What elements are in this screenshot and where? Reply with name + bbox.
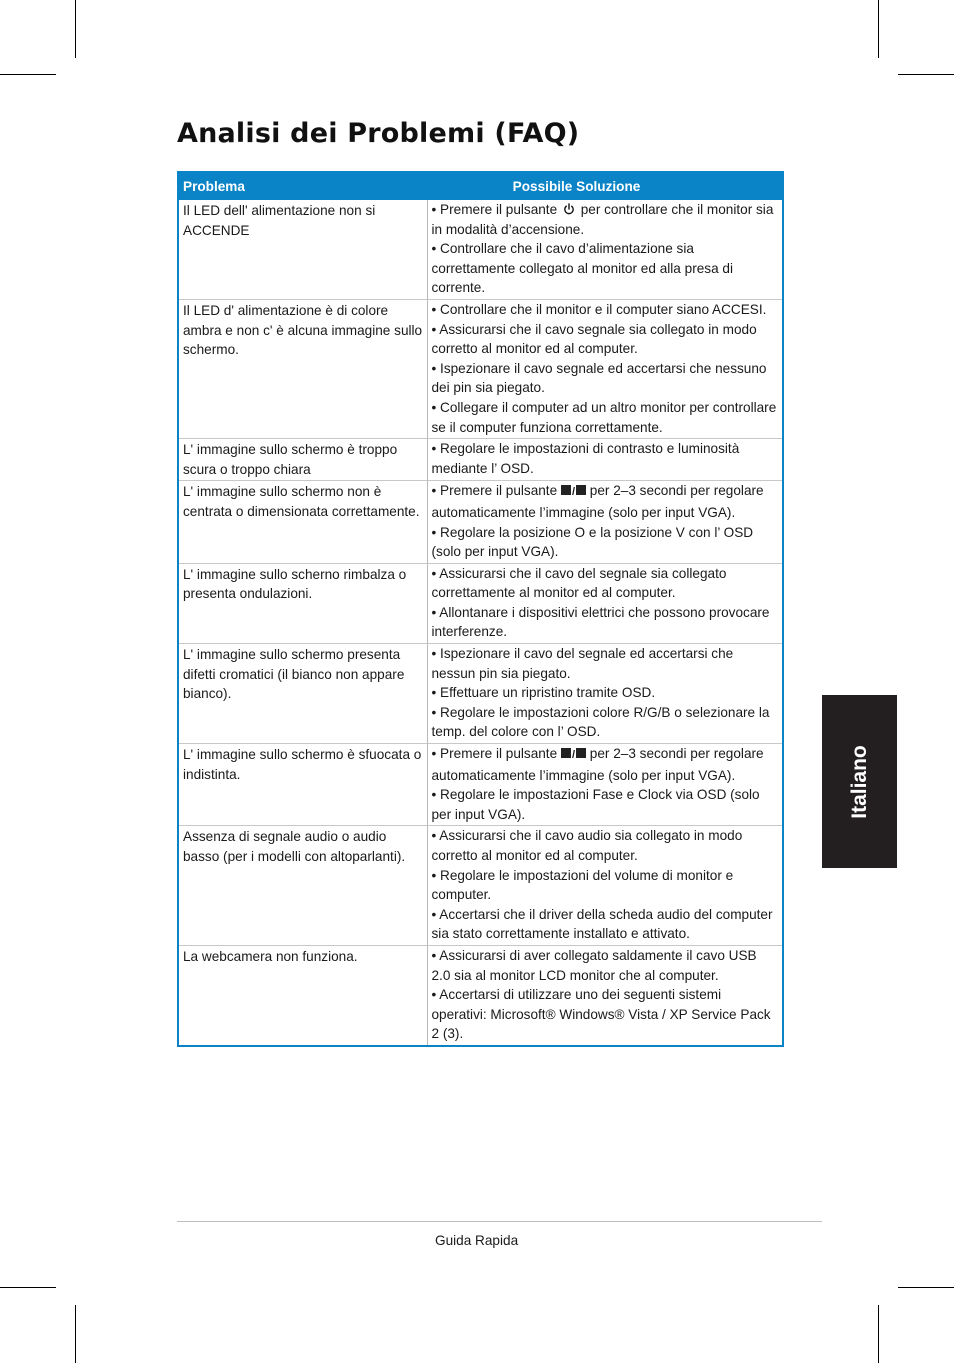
crop-mark — [878, 0, 879, 58]
solution-cell — [427, 563, 783, 643]
solution-item: • Accertarsi di utilizzare uno dei seguenti sistemi operativi: Microsoft® Windows® Vista / XP Service Pack 2 (3). — [431, 987, 771, 1042]
crop-mark — [75, 0, 76, 58]
problem-cell: L' immagine sullo scherno rimbalza o presenta ondulazioni. — [178, 563, 427, 643]
solution-cell — [427, 481, 783, 563]
solution-cell — [427, 200, 783, 299]
crop-mark — [898, 1287, 954, 1288]
auto-adjust-buttons-icon — [561, 483, 586, 498]
solution-cell — [427, 644, 783, 744]
crop-mark — [75, 1305, 76, 1363]
problem-cell: La webcamera non funziona. — [178, 945, 427, 1045]
crop-mark — [0, 1287, 56, 1288]
crop-mark — [898, 74, 954, 75]
table-row — [178, 299, 783, 438]
solution-item: • Regolare le impostazioni colore R/G/B o selezionare la temp. del colore con l’ OSD. — [431, 704, 770, 740]
solution-item — [432, 481, 780, 522]
slash-glyph: / — [571, 749, 575, 762]
table-row — [178, 439, 783, 481]
solution-cell — [427, 439, 783, 481]
crop-mark — [878, 1305, 879, 1363]
problem-cell: Assenza di segnale audio o audio basso (per i modelli con altoparlanti). — [178, 826, 427, 946]
power-icon — [563, 201, 575, 213]
solution-item: • Collegare il computer ad un altro monitor per controllare se il computer funziona correttamente. — [431, 399, 777, 435]
table-row — [178, 200, 783, 299]
table-row — [178, 481, 783, 563]
crop-mark — [0, 74, 56, 75]
problem-cell: Il LED d' alimentazione è di colore ambra e non c' è alcuna immagine sullo schermo. — [178, 299, 427, 438]
table-header-row — [178, 172, 783, 200]
solution-item: • Allontanare i dispositivi elettrici che possono provocare interferenze. — [431, 604, 770, 640]
slash-glyph: / — [571, 486, 575, 499]
solution-item: • Assicurarsi che il cavo audio sia collegato in modo corretto al monitor ed al computer. — [431, 828, 743, 863]
problem-cell: L' immagine sullo schermo presenta difetti cromatici (il bianco non appare bianco). — [178, 644, 427, 744]
solution-item: • Effettuare un ripristino tramite OSD. — [431, 685, 656, 701]
solution-item: • Regolare le impostazioni del volume di monitor e computer. — [431, 867, 734, 903]
solution-text: • Premere il pulsante — [431, 746, 561, 762]
solution-text: • Premere il pulsante — [431, 202, 561, 217]
solution-text: per 2–3 secondi per regolare automaticamente l’immagine (solo per input VGA). — [431, 483, 764, 520]
button-a-icon — [576, 748, 586, 758]
solution-item: • Regolare le impostazioni Fase e Clock via OSD (solo per input VGA). — [431, 787, 760, 822]
solution-cell — [427, 744, 783, 826]
problem-cell: L' immagine sullo schermo è troppo scura o troppo chiara — [178, 439, 427, 481]
table-row — [178, 826, 783, 946]
solution-cell — [427, 945, 783, 1045]
table-row — [178, 563, 783, 643]
solution-item: • Ispezionare il cavo segnale ed accertarsi che nessuno dei pin sia piegato. — [431, 360, 767, 396]
solution-text: • Premere il pulsante — [431, 483, 561, 499]
language-tab — [822, 695, 897, 868]
language-tab-label: Italiano — [847, 744, 871, 819]
solution-item: • Ispezionare il cavo del segnale ed accertarsi che nessun pin sia piegato. — [431, 646, 734, 681]
button-s-icon — [561, 748, 571, 758]
faq-table-body — [178, 200, 783, 1046]
solution-cell — [427, 299, 783, 438]
solution-item: • Assicurarsi di aver collegato saldamente il cavo USB 2.0 sia al monitor LCD monitor che al computer. — [431, 947, 757, 983]
problem-cell: L' immagine sullo schermo non è centrata o dimensionata correttamente. — [178, 481, 427, 563]
solution-item: • Assicurarsi che il cavo segnale sia collegato in modo corretto al monitor ed al computer. — [431, 321, 757, 357]
problem-cell: L' immagine sullo schermo è sfuocata o indistinta. — [178, 744, 427, 826]
auto-adjust-buttons-icon — [561, 746, 586, 761]
solution-item: • Controllare che il cavo d’alimentazione sia correttamente collegato al monitor ed alla presa di corrente. — [431, 241, 733, 296]
column-header-solution: Possibile Soluzione — [427, 172, 783, 200]
button-a-icon — [576, 485, 586, 495]
table-row — [178, 945, 783, 1045]
solution-item: • Regolare la posizione O e la posizione V con l’ OSD (solo per input VGA). — [431, 524, 754, 560]
footer-text: Guida Rapida — [435, 1233, 519, 1248]
column-header-problem: Problema — [178, 172, 427, 200]
table-row — [178, 644, 783, 744]
solution-item: • Controllare che il monitor e il computer siano ACCESI. — [431, 301, 767, 317]
solution-item: • Accertarsi che il driver della scheda audio del computer sia stato correttamente installato e attivato. — [431, 906, 773, 942]
faq-table — [177, 171, 784, 1047]
problem-cell: Il LED dell' alimentazione non si ACCENDE — [178, 200, 427, 299]
solution-item: • Assicurarsi che il cavo del segnale sia collegato correttamente al monitor ed al computer. — [431, 565, 727, 601]
solution-text: per controllare che il monitor sia in modalità d’accensione. — [431, 202, 774, 237]
page-title: Analisi dei Problemi (FAQ) — [177, 118, 580, 149]
button-s-icon — [561, 485, 571, 495]
solution-text: per 2–3 secondi per regolare automaticamente l’immagine (solo per input VGA). — [431, 746, 764, 783]
table-row — [178, 744, 783, 826]
solution-item: • Regolare le impostazioni di contrasto e luminosità mediante l’ OSD. — [431, 441, 740, 476]
solution-item — [432, 744, 780, 785]
solution-item — [432, 200, 780, 239]
footer-divider — [177, 1221, 822, 1222]
solution-cell — [427, 826, 783, 946]
